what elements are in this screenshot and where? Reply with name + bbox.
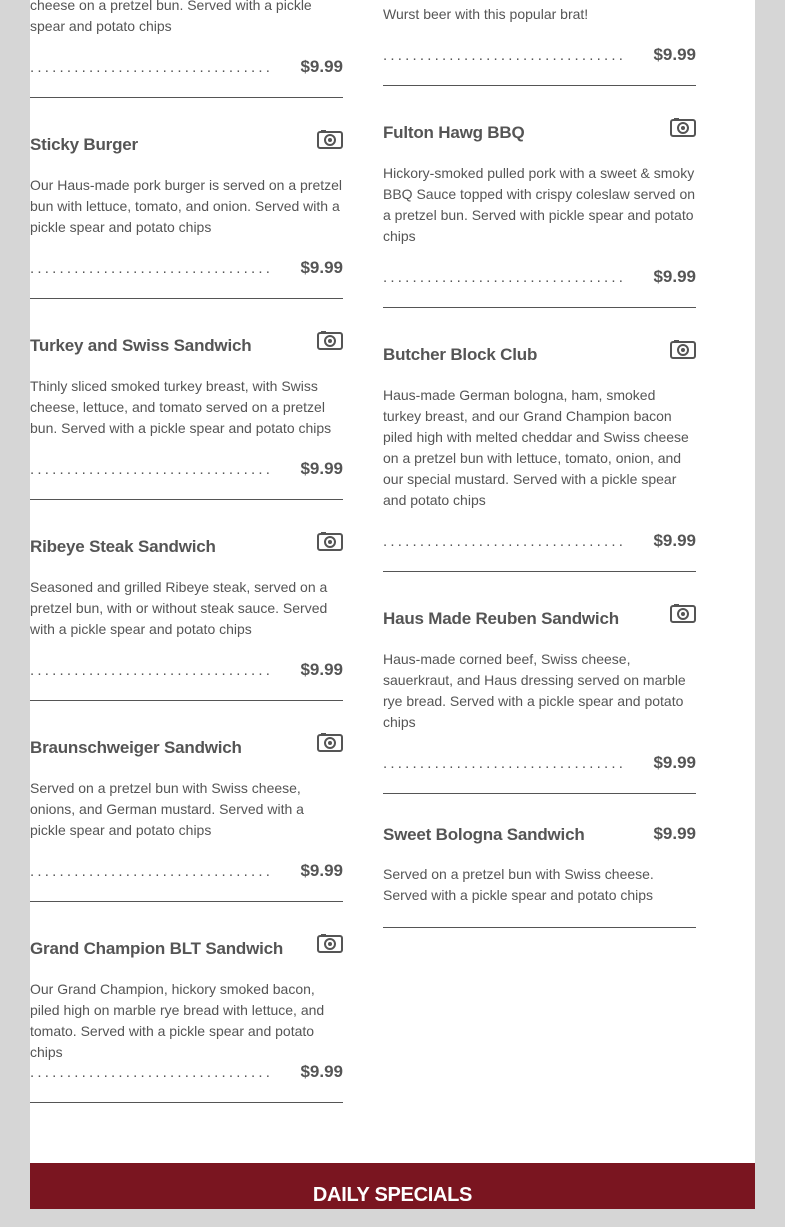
menu-item-description: Haus-made corned beef, Swiss cheese, sauerkraut, and Haus dressing served on marble rye bread. Served with a pickle spear and potato chips (383, 651, 686, 730)
menu-item (30, 499, 343, 701)
menu-item (383, 571, 696, 794)
menu-item-title: Turkey and Swiss Sandwich (30, 336, 252, 355)
price-leader: ................................. (383, 269, 627, 286)
menu-item-description: Haus-made German bologna, ham, smoked turkey breast, and our Grand Champion bacon piled high with melted cheddar and Swiss cheese on a pretzel bun with lettuce, tomato, onion, and our special mustard. Served with a pickle spear and potato chips (383, 387, 689, 508)
menu-item-title: Ribeye Steak Sandwich (30, 537, 216, 556)
daily-specials-label: DAILY SPECIALS (312, 1184, 473, 1206)
camera-icon[interactable] (317, 330, 343, 350)
menu-item-description: Served on a pretzel bun with Swiss cheese, onions, and German mustard. Served with a pickle spear and potato chips (30, 780, 304, 838)
price-leader: ................................. (30, 461, 274, 478)
menu-item-description: Served on a pretzel bun with Swiss cheese. Served with a pickle spear and potato chips (383, 866, 654, 903)
menu-item-description: Hickory-smoked pulled pork with a sweet & smoky BBQ Sauce topped with crispy coleslaw served on a pretzel bun. Served with pickle spear and potato chips (383, 165, 696, 244)
menu-item-price: $9.99 (653, 267, 696, 286)
menu-item-title: Braunschweiger Sandwich (30, 738, 242, 757)
camera-icon[interactable] (670, 603, 696, 623)
menu-item (30, 901, 343, 1103)
menu-item-description: Seasoned and grilled Ribeye steak, served on a pretzel bun, with or without steak sauce. Served with a pickle spear and potato chips (30, 579, 328, 637)
menu-item (383, 307, 696, 572)
menu-item-price: $9.99 (653, 824, 696, 843)
menu-item-price: $9.99 (300, 459, 343, 478)
menu-item-title: Sweet Bologna Sandwich (383, 825, 585, 844)
menu-item-price: $9.99 (300, 258, 343, 277)
menu-item (383, 793, 696, 928)
menu-item-price: $9.99 (653, 531, 696, 550)
menu-item-price: $9.99 (300, 660, 343, 679)
menu-item-price: $9.99 (653, 45, 696, 64)
menu-item (30, 700, 343, 902)
menu-item-description: cheese on a pretzel bun. Served with a pickle spear and potato chips (30, 0, 312, 34)
menu-item-price: $9.99 (300, 57, 343, 76)
menu-item (383, 0, 696, 86)
camera-icon[interactable] (317, 732, 343, 752)
price-leader: ................................. (30, 662, 274, 679)
menu-item-price: $9.99 (300, 1062, 343, 1081)
camera-icon[interactable] (670, 117, 696, 137)
menu-item (30, 298, 343, 500)
price-leader: ................................. (30, 1064, 274, 1081)
camera-icon[interactable] (317, 129, 343, 149)
price-leader: ................................. (383, 533, 627, 550)
menu-item (30, 97, 343, 299)
camera-icon[interactable] (317, 531, 343, 551)
menu-item-title: Grand Champion BLT Sandwich (30, 939, 284, 958)
menu-item-description: Our Grand Champion, hickory smoked bacon, piled high on marble rye bread with lettuce, and tomato. Served with a pickle spear and potato chips (30, 981, 325, 1060)
price-leader: ................................. (30, 260, 274, 277)
menu-item-description: Wurst beer with this popular brat! (383, 6, 589, 22)
price-leader: ................................. (30, 59, 274, 76)
price-leader: ................................. (383, 755, 627, 772)
price-leader: ................................. (383, 47, 627, 64)
camera-icon[interactable] (670, 339, 696, 359)
daily-specials-banner[interactable] (30, 1163, 755, 1209)
menu-item-price: $9.99 (300, 861, 343, 880)
menu-item-title: Butcher Block Club (383, 345, 538, 364)
menu-item-title: Fulton Hawg BBQ (383, 123, 525, 142)
menu-item-title: Haus Made Reuben Sandwich (383, 609, 619, 628)
menu-item-description: Thinly sliced smoked turkey breast, with Swiss cheese, lettuce, and tomato served on a pretzel bun. Served with a pickle spear and potato chips (30, 378, 332, 436)
camera-icon[interactable] (317, 933, 343, 953)
menu-item (30, 0, 343, 98)
menu-item (383, 85, 696, 308)
menu-item-title: Sticky Burger (30, 135, 138, 154)
menu-item-description: Our Haus-made pork burger is served on a pretzel bun with lettuce, tomato, and onion. Served with a pickle spear and potato chips (30, 177, 343, 235)
price-leader: ................................. (30, 863, 274, 880)
menu-item-price: $9.99 (653, 753, 696, 772)
